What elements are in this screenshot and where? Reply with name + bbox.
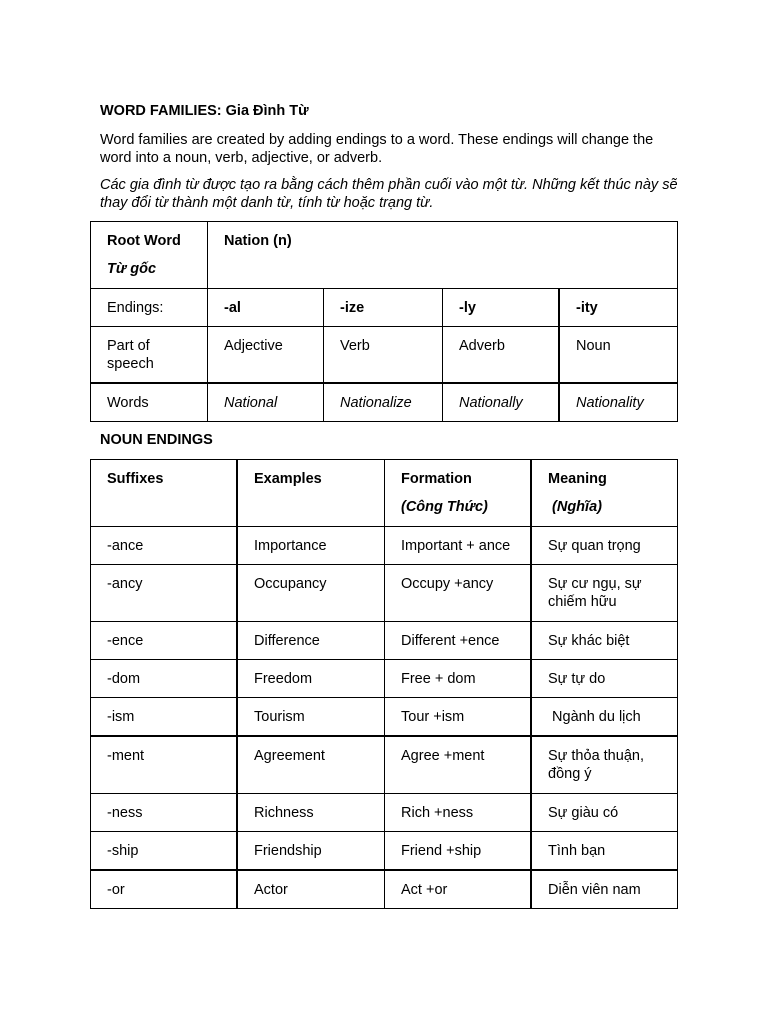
suffix-cell: -ancy <box>91 565 238 622</box>
part-of-speech-cell: Adjective <box>208 327 324 384</box>
header-formation-vi: (Công Thức) <box>401 499 488 515</box>
suffix-cell: -ment <box>91 737 238 794</box>
meaning-cell: Sự khác biệt <box>532 622 678 660</box>
header-meaning-label: Meaning <box>548 471 607 487</box>
ending-cell: -al <box>208 289 324 327</box>
part-of-speech-cell: Adverb <box>443 327 560 384</box>
word-cell: Nationality <box>560 384 678 422</box>
part-of-speech-label: Part of speech <box>91 327 208 384</box>
header-examples <box>238 460 385 527</box>
formation-cell: Agree +ment <box>385 737 532 794</box>
suffix-cell: -ness <box>91 794 238 832</box>
header-examples-label: Examples <box>254 471 322 487</box>
suffix-cell: -ence <box>91 622 238 660</box>
ending-cell: -ity <box>560 289 678 327</box>
example-cell: Importance <box>238 527 385 565</box>
meaning-cell: Sự tự do <box>532 660 678 698</box>
meaning-cell: Sự thỏa thuận, đồng ý <box>532 737 678 794</box>
meaning-cell: Diễn viên nam <box>532 871 678 909</box>
formation-cell: Free + dom <box>385 660 532 698</box>
ending-cell: -ize <box>324 289 443 327</box>
formation-cell: Rich +ness <box>385 794 532 832</box>
word-family-table <box>90 221 678 422</box>
part-of-speech-cell: Noun <box>560 327 678 384</box>
meaning-cell: Ngành du lịch <box>532 698 678 737</box>
example-cell: Tourism <box>238 698 385 737</box>
endings-label: Endings: <box>91 289 208 327</box>
words-label: Words <box>91 384 208 422</box>
root-word-value: Nation (n) <box>224 233 292 249</box>
root-word-label-cell <box>91 222 208 289</box>
header-meaning-vi: (Nghĩa) <box>548 499 602 515</box>
formation-cell: Occupy +ancy <box>385 565 532 622</box>
header-formation <box>385 460 532 527</box>
example-cell: Friendship <box>238 832 385 871</box>
formation-cell: Important + ance <box>385 527 532 565</box>
meaning-cell: Sự giàu có <box>532 794 678 832</box>
part-of-speech-cell: Verb <box>324 327 443 384</box>
suffix-cell: -or <box>91 871 238 909</box>
root-word-label: Root Word <box>107 233 181 249</box>
example-cell: Difference <box>238 622 385 660</box>
suffix-cell: -ance <box>91 527 238 565</box>
formation-cell: Tour +ism <box>385 698 532 737</box>
root-word-label-vi: Từ gốc <box>107 261 157 277</box>
noun-endings-heading: NOUN ENDINGS <box>100 432 213 448</box>
header-formation-label: Formation <box>401 471 472 487</box>
noun-endings-table <box>90 459 678 909</box>
ending-cell: -ly <box>443 289 560 327</box>
page-title: WORD FAMILIES: Gia Đình Từ <box>100 103 309 119</box>
formation-cell: Friend +ship <box>385 832 532 871</box>
example-cell: Actor <box>238 871 385 909</box>
example-cell: Agreement <box>238 737 385 794</box>
example-cell: Freedom <box>238 660 385 698</box>
example-cell: Richness <box>238 794 385 832</box>
header-suffixes-label: Suffixes <box>107 471 164 487</box>
header-meaning <box>532 460 678 527</box>
intro-paragraph-vietnamese: Các gia đình từ được tạo ra bằng cách thêm phần cuối vào một từ. Những kết thúc này sẽ thay đổi từ thành một danh từ, tính từ hoặc trạng từ. <box>100 177 678 211</box>
formation-cell: Act +or <box>385 871 532 909</box>
suffix-cell: -dom <box>91 660 238 698</box>
meaning-cell: Sự quan trọng <box>532 527 678 565</box>
suffix-cell: -ism <box>91 698 238 737</box>
header-suffixes <box>91 460 238 527</box>
root-word-value-cell <box>208 222 678 289</box>
formation-cell: Different +ence <box>385 622 532 660</box>
meaning-cell: Sự cư ngụ, sự chiếm hữu <box>532 565 678 622</box>
word-cell: Nationally <box>443 384 560 422</box>
example-cell: Occupancy <box>238 565 385 622</box>
suffix-cell: -ship <box>91 832 238 871</box>
word-cell: National <box>208 384 324 422</box>
meaning-cell: Tình bạn <box>532 832 678 871</box>
word-cell: Nationalize <box>324 384 443 422</box>
intro-paragraph: Word families are created by adding endings to a word. These endings will change the word into a noun, verb, adjective, or adverb. <box>100 132 654 166</box>
